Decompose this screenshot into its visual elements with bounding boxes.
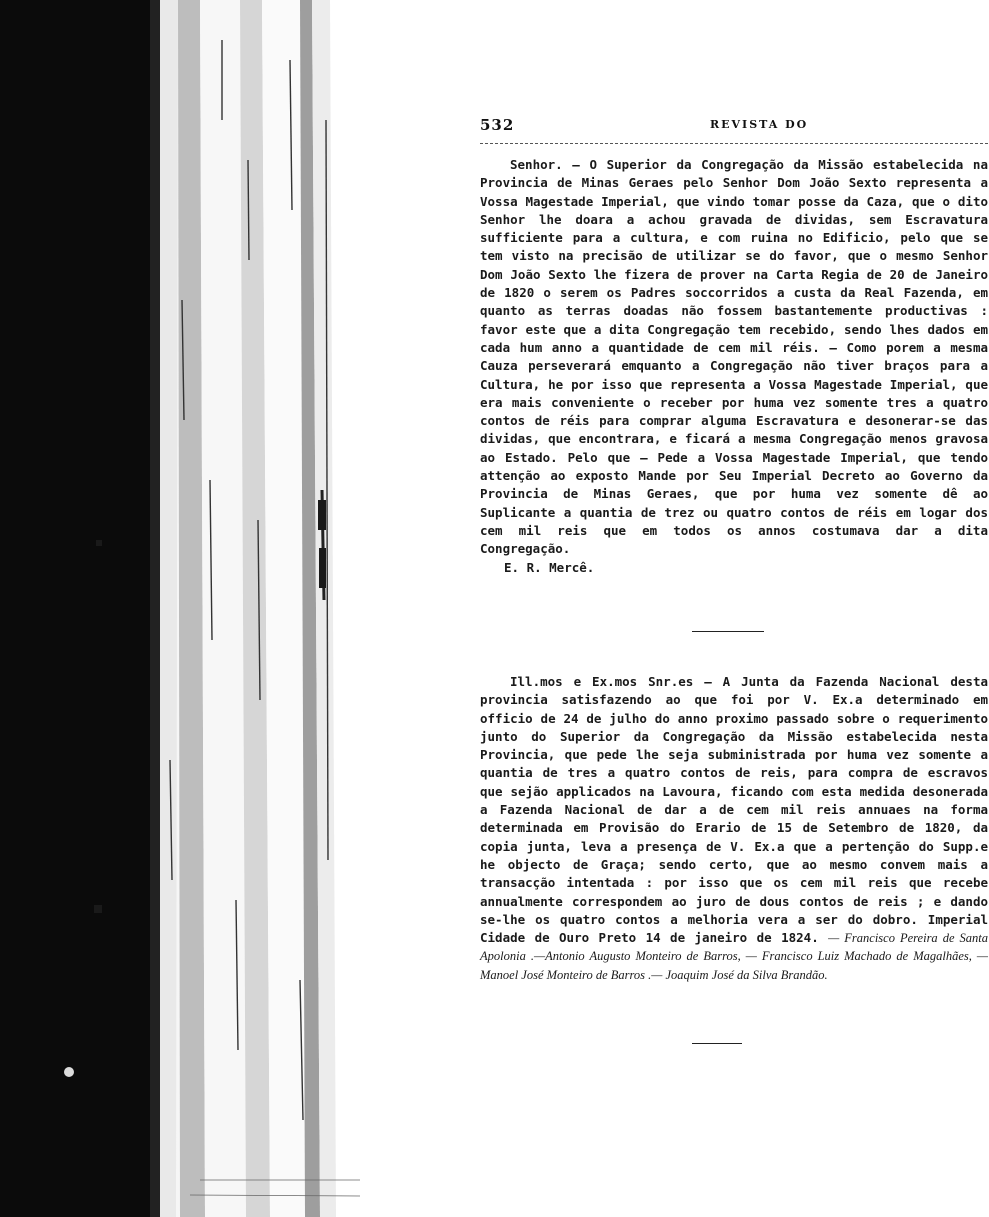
journal-title: REVISTA DO (710, 118, 809, 131)
junta-signatories: — Francisco Pereira de Santa Apolonia .—Antonio Augusto Monteiro de Barros, — Francisco Luiz Machado de Magalhães, — Manoel José Monteiro de Barros .— Joaquim José da Silva Brandão. (480, 931, 988, 982)
header-rule (480, 143, 988, 144)
running-head (470, 110, 989, 140)
page-number: 532 (480, 116, 515, 134)
petition-document (480, 156, 988, 577)
junta-report-paragraph (480, 673, 988, 984)
junta-report-document (480, 673, 988, 984)
book-page (470, 110, 989, 1110)
petition-signoff: E. R. Mercê. (504, 559, 595, 575)
petition-body: Senhor. — O Superior da Congregação da Missão estabelecida na Provincia de Minas Geraes pelo Senhor Dom João Sexto representa a Vossa Magestade Imperial, que vindo tomar posse da Caza, que o dito Senhor lhe doara a achou gravada de dividas, sem Escravatura sufficiente para a cultura, e com ruina no Edificio, pelo que se tem visto na precisão de utilizar se do favor, que o mesmo Senhor Dom João Sexto lhe fizera de prover na Carta Regia de 20 de Janeiro de 1820 o serem os Padres soccorridos a custa da Real Fazenda, em quanto as terras doadas não fossem bastantemente productivas : favor este que a dita Congregação tem recebido, sendo lhes dados em cada hum anno a quantidade de cem mil réis. — Como porem a mesma Cauza perseverará emquanto a Congregação não tiver braços para a Cultura, he por isso que representa a Vossa Magestade Imperial, que era mais conveniente o receber por huma vez somente tres a quatro contos de réis para comprar alguma Escravatura e desonerar-se das dividas, que encontrara, e ficará a mesma Congregação menos gravosa ao Estado. Pelo que — Pede a Vossa Magestade Imperial, que tendo attenção ao exposto Mande por Seu Imperial Decreto ao Governo da Provincia de Minas Geraes, que por huma vez somente dê ao Suplicante a quantia de trez ou quatro contos de réis em logar dos cem mil reis que em todos os annos costumava dar a dita Congregação. (480, 157, 988, 557)
end-divider (692, 1043, 742, 1044)
book-binding-gutter (0, 0, 360, 1217)
section-divider (692, 631, 764, 632)
junta-report-body: Ill.mos e Ex.mos Snr.es — A Junta da Fazenda Nacional desta provincia satisfazendo ao que foi por V. Ex.a determinado em officio de 24 de julho do anno proximo passado sobre o requerimento junto do Superior da Congregação da Missão estabelecida nesta Provincia, que pede lhe seja subministrada por huma vez somente a quantia de tres a quatro contos de reis, para compra de escravos que sejão applicados na Lavoura, ficando com esta medida desonerada a Fazenda Nacional de dar a de cem mil reis annuaes na forma determinada em Provisão do Erario de 15 de Setembro de 1820, da copia junta, leva a presença de V. Ex.a que a pertenção do Supp.e he objecto de Graça; sendo certo, que ao mesmo convem mais a transacção intentada : por isso que os cem mil reis que recebe annualmente correspondem ao juro de dous contos de reis ; e dando se-lhe os quatro contos a melhoria vera a ser do dobro. Imperial Cidade de Ouro Preto 14 de janeiro de 1824. (480, 674, 988, 946)
